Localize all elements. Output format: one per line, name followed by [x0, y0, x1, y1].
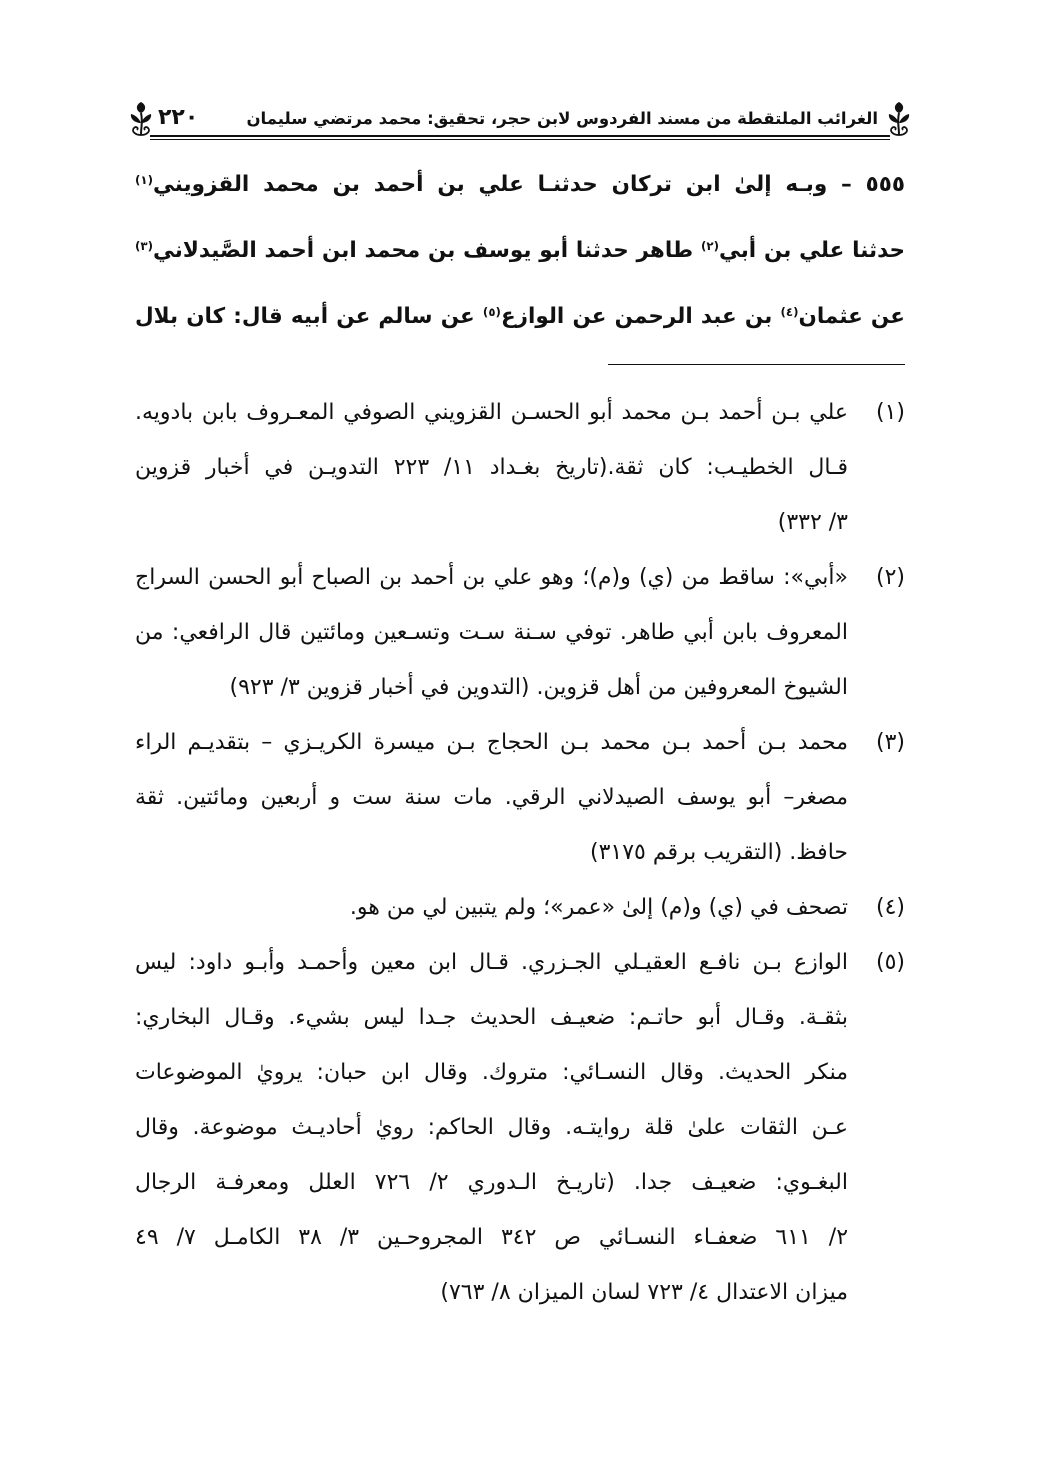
footnote-line-text: الشيوخ المعروفين من أهل قزوين. (التدوين في أخبار قزوين ٣/ ٩٢٣): [229, 675, 848, 700]
footnote: [135, 385, 905, 550]
footnote-marker: (١): [875, 400, 905, 425]
main-text-segment: عن سالم عن أبيه قال: كان بلال: [135, 304, 475, 329]
footnote-line-text: «أبي»: ساقط من (ي) و(م)؛ وهو علي بن أحمد بن الصباح أبو الحسن السراج: [135, 565, 848, 590]
header-rule: [150, 135, 890, 140]
floral-ornament-icon: [128, 101, 154, 137]
footnote-line: [135, 1045, 848, 1100]
footnote-line: [135, 935, 848, 990]
main-text-segment: طاهر حدثنا أبو يوسف بن محمد ابن أحمد الصَّيدلاني: [153, 238, 694, 263]
footnote: [135, 550, 905, 715]
main-text-line: [135, 218, 905, 284]
footnote-line-text: حافظ. (التقريب برقم ٣١٧٥): [590, 840, 848, 865]
main-text-segment: ٥٥٥ – وبـه إلىٰ ابن تركان حدثنـا علي بن أحمد بن محمد القزويني: [153, 172, 905, 197]
footnote-line-text: ٢/ ٦١١ ضعفـاء النسـائي ص ٣٤٢ المجروحـين ٣/ ٣٨ الكامـل ٧/ ٤٩: [135, 1225, 849, 1250]
footnote-reference: (٥): [482, 304, 501, 319]
footnote-marker: (٥): [875, 950, 905, 975]
footnote-line: [135, 495, 848, 550]
footnote-line: [135, 770, 848, 825]
main-text-line: [135, 152, 905, 218]
footnote-line: [135, 880, 848, 935]
main-text-segment: عن عثمان: [798, 304, 905, 329]
footnote-line-text: الوازع بـن نافـع العقيـلي الجـزري. قـال ابن معين وأحمـد وأبـو داود: ليس: [135, 950, 848, 975]
main-text-line: [135, 284, 905, 350]
main-text: [135, 152, 905, 350]
footnote-line-text: تصحف في (ي) و(م) إلىٰ «عمر»؛ ولم يتبين لي من هو.: [349, 895, 848, 920]
footnote-line: [135, 715, 848, 770]
footnote-marker: (٢): [875, 565, 905, 590]
footnote-line: [135, 990, 848, 1045]
main-text-line-content: [135, 231, 905, 263]
footnote-separator: [608, 364, 905, 365]
footnote-line-text: عـن الثقات علىٰ قلة روايتـه. وقال الحاكم: رويٰ أحاديـث موضوعة. وقال: [135, 1115, 848, 1140]
footnote-line: [135, 385, 848, 440]
footnote-line-text: محمد بـن أحمد بـن محمد بـن الحجاج بـن ميسرة الكريـزي – بتقديـم الراء: [135, 730, 848, 755]
footnote-line-text: المعروف بابن أبي طاهر. توفي سـنة سـت وتسـعين ومائتين قال الرافعي: من: [135, 620, 848, 645]
footnote: [135, 715, 905, 880]
footnote-line-text: قـال الخطيـب: كان ثقة.(تاريخ بغـداد ١١/ ٢٢٣ التدويـن في أخبار قزوين: [135, 455, 848, 480]
footnote-line: [135, 660, 848, 715]
footnote-line-text: ٣/ ٣٣٢): [777, 510, 848, 535]
main-text-segment: حدثنا علي بن أبي: [718, 238, 905, 263]
footnote-line-text: علي بـن أحمد بـن محمد أبو الحسـن القزويني الصوفي المعـروف بابن بادويه.: [135, 400, 848, 425]
footnote-line-text: ميزان الاعتدال ٤/ ٧٢٣ لسان الميزان ٨/ ٧٦٣): [440, 1280, 848, 1305]
footnote-line: [135, 1100, 848, 1155]
footnote: [135, 880, 905, 935]
footnote-line: [135, 825, 848, 880]
running-title: [228, 104, 878, 134]
footnote-marker: (٣): [875, 730, 905, 755]
main-text-line-content: [135, 304, 905, 329]
footnote-line: [135, 1210, 848, 1265]
main-text-line-content: [135, 165, 905, 197]
footnotes: [135, 385, 905, 1320]
footnote-line-text: مصغر– أبو يوسف الصيدلاني الرقي. مات سنة ست و أربعين ومائتين. ثقة: [135, 785, 848, 810]
floral-ornament-icon: [886, 101, 912, 137]
footnote-line-text: البغـوي: ضعيـف جدا. (تاريـخ الـدوري ٢/ ٧٢٦ العلل ومعرفـة الرجال: [135, 1170, 848, 1195]
footnote: [135, 935, 905, 1320]
running-title-text: الغرائب الملتقطة من مسند الفردوس لابن حجر، تحقيق: محمد مرتضي سليمان: [246, 109, 878, 128]
footnote-line-text: بثقـة. وقـال أبو حاتـم: ضعيـف الحديث جـدا ليس بشيء. وقـال البخاري:: [135, 1005, 848, 1030]
footnote-reference: (٢): [700, 238, 719, 253]
footnote-reference: (٤): [780, 304, 799, 319]
footnote-line: [135, 605, 848, 660]
page-number: ٢٢٠: [158, 105, 199, 130]
footnote-reference: (٣): [135, 238, 154, 253]
footnote-marker: (٤): [875, 895, 905, 920]
footnote-line: [135, 1155, 848, 1210]
footnote-reference: (١): [135, 172, 154, 187]
footnote-line: [135, 1265, 848, 1320]
footnote-line: [135, 550, 848, 605]
footnote-line-text: منكر الحديث. وقال النسـائي: متروك. وقال ابن حبان: يرويٰ الموضوعات: [135, 1060, 848, 1085]
main-text-segment: بن عبد الرحمن عن الوازع: [500, 304, 773, 329]
footnote-line: [135, 440, 848, 495]
